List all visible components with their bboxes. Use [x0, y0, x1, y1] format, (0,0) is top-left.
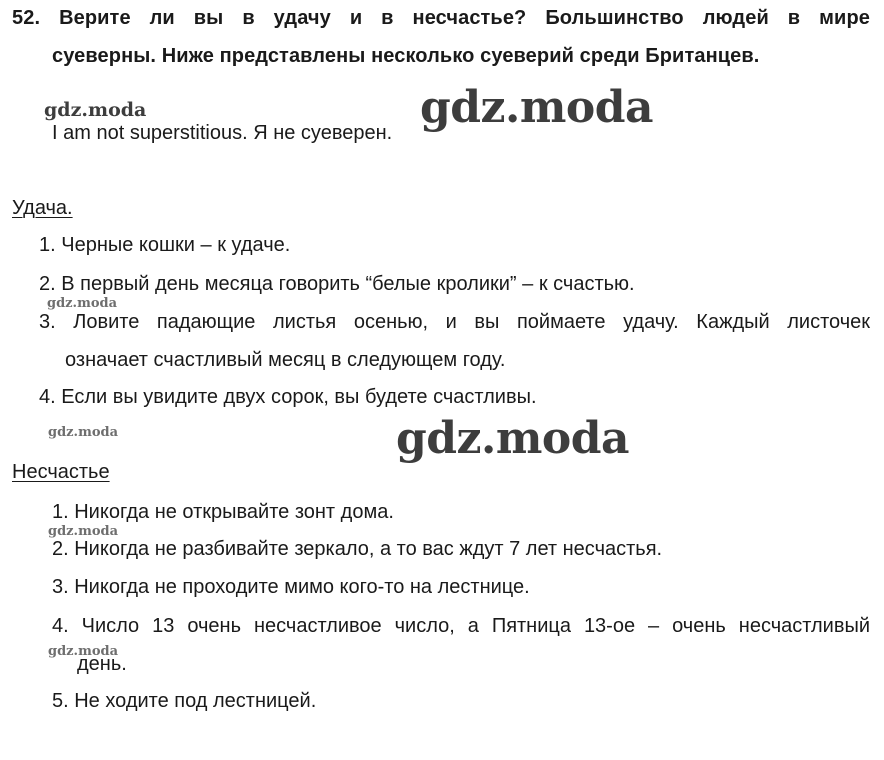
task-title-line-2: суеверны. Ниже представлены несколько суеверий среди Британцев.	[52, 45, 760, 67]
luck-item-4: 4. Если вы увидите двух сорок, вы будете счастливы.	[39, 386, 537, 408]
misfortune-item-4-continued: день.	[77, 653, 127, 675]
luck-item-3: 3. Ловите падающие листья осенью, и вы поймаете удачу. Каждый листочек	[39, 311, 870, 333]
watermark-small: gdz.moda	[48, 644, 119, 659]
watermark-large: gdz.moda	[396, 413, 630, 464]
luck-item-1: 1. Черные кошки – к удаче.	[39, 234, 291, 256]
luck-item-3-continued: означает счастливый месяц в следующем году.	[65, 349, 506, 371]
task-title-line-1: 52. Верите ли вы в удачу и в несчастье? Большинство людей в мире	[12, 7, 870, 29]
misfortune-heading: Несчастье	[12, 461, 110, 483]
misfortune-item-3: 3. Никогда не проходите мимо кого-то на лестнице.	[52, 576, 530, 598]
luck-item-2: 2. В первый день месяца говорить “белые кролики” – к счастью.	[39, 273, 635, 295]
watermark-large: gdz.moda	[420, 82, 654, 133]
answer-text: I am not superstitious. Я не суеверен.	[52, 122, 393, 144]
misfortune-item-1: 1. Никогда не открывайте зонт дома.	[52, 501, 394, 523]
watermark-small: gdz.moda	[47, 296, 118, 311]
misfortune-item-2: 2. Никогда не разбивайте зеркало, а то вас ждут 7 лет несчастья.	[52, 538, 663, 560]
luck-heading: Удача.	[12, 197, 73, 219]
misfortune-item-4: 4. Число 13 очень несчастливое число, а Пятница 13-ое – очень несчастливый	[52, 615, 870, 637]
misfortune-item-5: 5. Не ходите под лестницей.	[52, 690, 317, 712]
watermark-small: gdz.moda	[44, 99, 147, 121]
watermark-small: gdz.moda	[48, 425, 119, 440]
watermark-small: gdz.moda	[48, 524, 119, 539]
